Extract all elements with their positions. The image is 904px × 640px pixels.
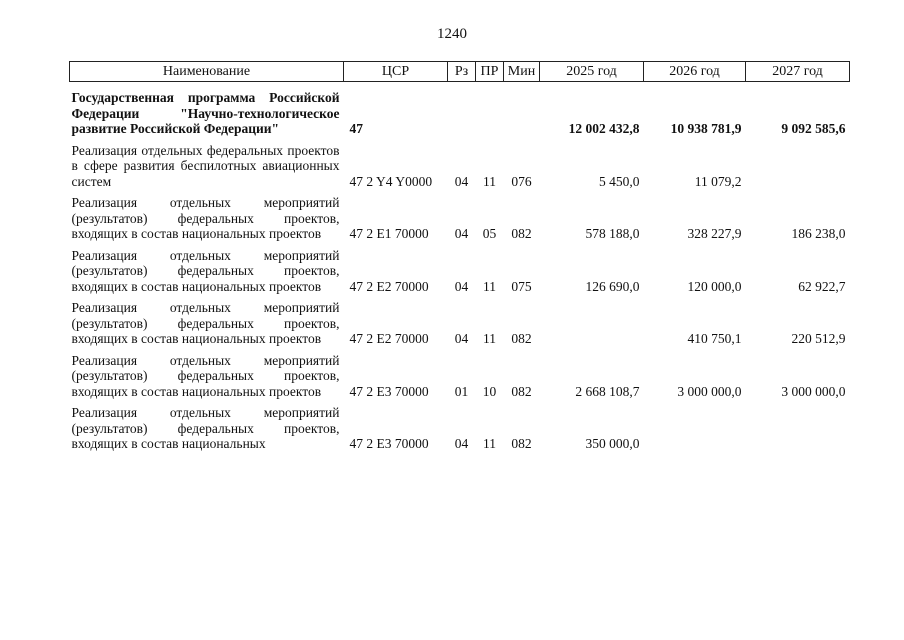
row-csr: 47 2 Y4 Y0000: [349, 173, 433, 189]
row-2026: 328 227,9: [687, 226, 742, 241]
row-pr: [476, 82, 504, 143]
header-row: [70, 62, 850, 82]
row-2025: 5 450,0: [599, 173, 640, 189]
table-row: [70, 143, 850, 196]
row-min: 082: [511, 436, 532, 451]
header-name: Наименование: [70, 62, 344, 82]
table-row: [70, 353, 850, 406]
row-min: 075: [511, 278, 532, 294]
row-rz: [448, 82, 476, 143]
row-2026: [644, 405, 746, 458]
row-2026: 3 000 000,0: [677, 383, 742, 399]
header-csr: ЦСР: [344, 62, 448, 82]
table-row: [70, 248, 850, 301]
row-2025: 2 668 108,7: [575, 383, 640, 399]
row-csr: 47 2 Е2 70000: [349, 278, 429, 294]
row-2026: 10 938 781,9: [670, 121, 742, 136]
row-name: Реализация отдельных мероприятий (результатов) федеральных проектов, входящих в состав национальных проектов: [71, 300, 340, 346]
budget-table: [69, 61, 850, 458]
table-row-program: [70, 82, 850, 143]
header-min: Мин: [504, 62, 540, 82]
row-2027: 62 922,7: [798, 278, 846, 294]
row-2027: [746, 143, 850, 196]
header-pr: ПР: [476, 62, 504, 82]
header-2026: 2026 год: [644, 62, 746, 82]
row-name: Реализация отдельных федеральных проектов в сфере развития беспилотных авиационных систем: [71, 142, 340, 189]
row-name: Реализация отдельных мероприятий (результатов) федеральных проектов, входящих в состав национальных проектов: [71, 195, 340, 241]
row-min: [504, 82, 540, 143]
row-min: 076: [511, 173, 532, 189]
header-2027: 2027 год: [746, 62, 850, 82]
row-csr: 47 2 Е2 70000: [349, 331, 429, 346]
header-2025: 2025 год: [540, 62, 644, 82]
row-rz: 04: [454, 331, 469, 346]
row-name: Государственная программа Российской Федерации "Научно-технологическое развитие Российской Федерации": [71, 90, 340, 136]
row-rz: 04: [454, 226, 469, 241]
table-row: [70, 405, 850, 458]
row-2027: 186 238,0: [791, 226, 846, 241]
header-rz: Рз: [448, 62, 476, 82]
row-pr: 11: [483, 173, 496, 189]
row-csr: 47 2 Е1 70000: [349, 226, 429, 241]
row-pr: 11: [483, 436, 496, 451]
row-rz: 04: [454, 173, 469, 189]
row-pr: 11: [483, 331, 496, 346]
row-2025: [540, 300, 644, 353]
row-name: Реализация отдельных мероприятий (результатов) федеральных проектов, входящих в состав национальных проектов: [71, 247, 340, 294]
row-pr: 05: [482, 226, 497, 241]
table-row: [70, 300, 850, 353]
row-rz: 04: [454, 436, 469, 451]
page-number: 1240: [437, 26, 467, 42]
row-2027: [746, 405, 850, 458]
row-name: Реализация отдельных мероприятий (результатов) федеральных проектов, входящих в состав национальных проектов: [71, 352, 340, 399]
row-2025: 126 690,0: [585, 278, 640, 294]
row-2026: 410 750,1: [687, 331, 742, 346]
row-2025: 12 002 432,8: [568, 121, 640, 136]
row-2025: 350 000,0: [585, 436, 640, 451]
row-min: 082: [511, 331, 532, 346]
row-min: 082: [511, 226, 532, 241]
row-pr: 10: [482, 383, 497, 399]
row-pr: 11: [483, 278, 496, 294]
row-2027: 9 092 585,6: [781, 121, 846, 136]
row-rz: 01: [454, 383, 469, 399]
row-name: Реализация отдельных мероприятий (результатов) федеральных проектов, входящих в состав национальных: [71, 405, 340, 451]
row-csr: 47: [349, 121, 363, 136]
table-row: [70, 195, 850, 248]
row-2027: 3 000 000,0: [781, 383, 846, 399]
row-csr: 47 2 Е3 70000: [349, 383, 429, 399]
row-2026: 11 079,2: [694, 173, 742, 189]
row-2026: 120 000,0: [687, 278, 742, 294]
row-2027: 220 512,9: [791, 331, 846, 346]
row-rz: 04: [454, 278, 469, 294]
row-csr: 47 2 Е3 70000: [349, 436, 429, 451]
row-2025: 578 188,0: [585, 226, 640, 241]
row-min: 082: [511, 383, 532, 399]
